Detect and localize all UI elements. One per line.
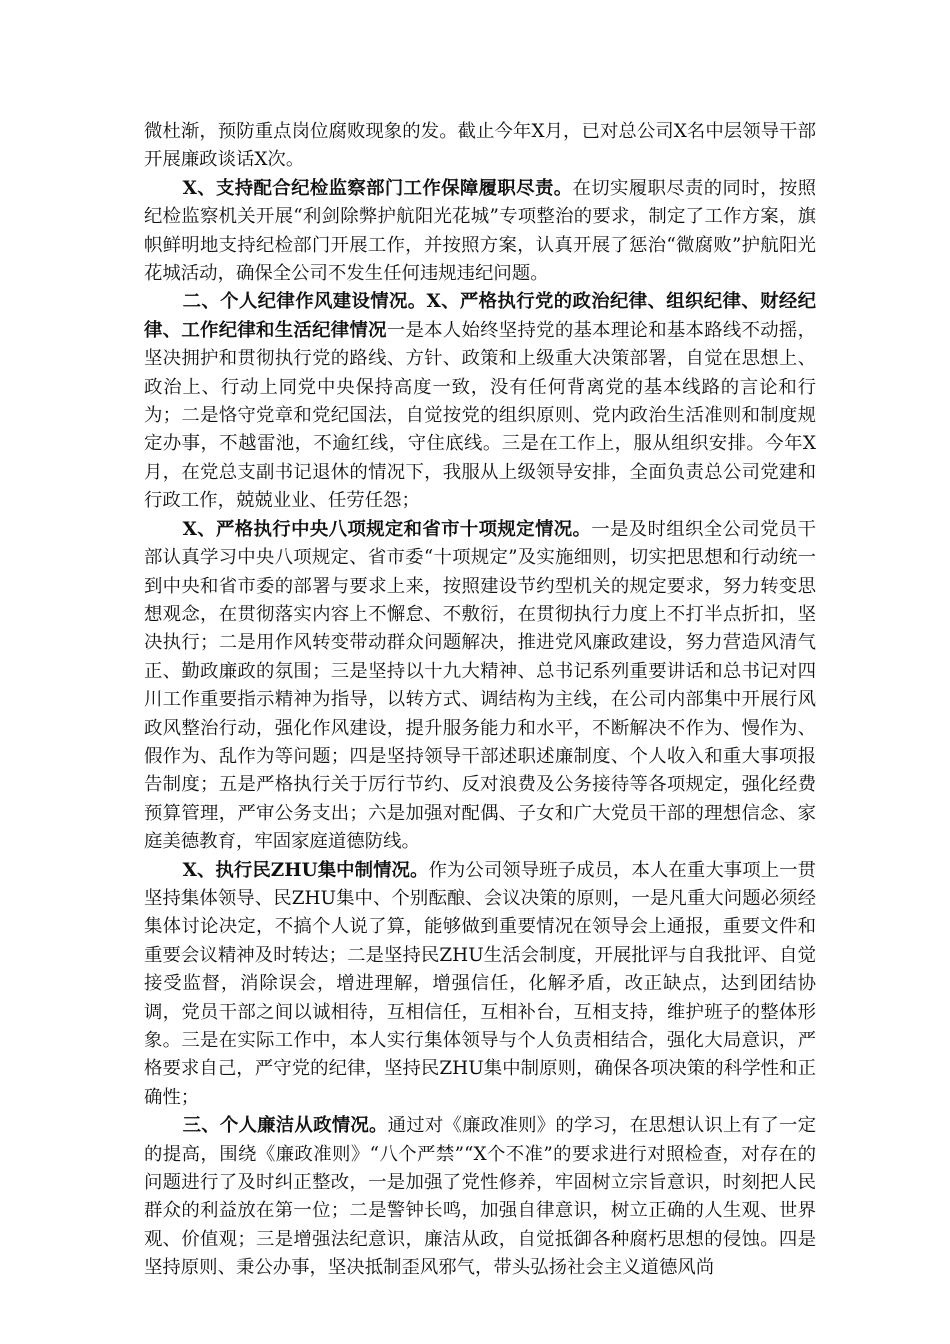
- paragraph-lead: X、严格执行中央八项规定和省市十项规定情况。: [182, 518, 592, 540]
- paragraph-body: 一是及时组织全公司党员干部认真学习中央八项规定、省市委“十项规定”及实施细则，切实把思想和行动统一到中央和省市委的部署与要求上来，按照建设节约型机关的规定要求，努力转变思想观念，在贯彻落实内容上不懈怠、不敷衍，在贯彻执行力度上不打半点折扣，坚决执行；二是用作风转变带动群众问题解决，推进党风廉政建设，努力营造风清气正、勤政廉政的氛围；三是坚持以十九大精神、总书记系列重要讲话和总书记对四川工作重要指示精神为指导，以转方式、调结构为主线，在公司内部集中开展行风政风整治行动，强化作风建设，提升服务能力和水平，不断解决不作为、慢作为、假作为、乱作为等问题；四是坚持领导干部述职述廉制度、个人收入和重大事项报告制度；五是严格执行关于厉行节约、反对浪费及公务接待等各项规定，强化经费预算管理，严审公务支出；六是加强对配偶、子女和广大党员干部的理想信念、家庭美德教育，牢固家庭道德防线。: [144, 518, 816, 853]
- document-page: [144, 118, 816, 1283]
- paragraph-body: 通过对《廉政准则》的学习，在思想认识上有了一定的提高，围绕《廉政准则》“八个严禁”“X个不准”的要求进行对照检查，对存在的问题进行了及时纠正整改，一是加强了党性修养，牢固树立宗旨意识，时刻把人民群众的利益放在第一位；二是警钟长鸣，加强自律意识，树立正确的人生观、世界观、价值观；三是增强法纪意识，廉洁从政，自觉抵御各种腐朽思想的侵蚀。四是坚持原则、秉公办事，坚决抵制歪风邪气，带头弘扬社会主义道德风尚: [144, 1115, 816, 1279]
- paragraph-body: 在切实履职尽责的同时，按照纪检监察机关开展“利剑除弊护航阳光花城”专项整治的要求，制定了工作方案，旗帜鲜明地支持纪检部门开展工作，并按照方案，认真开展了惩治“微腐败”护航阳光花城活动，确保全公司不发生任何违规违纪问题。: [144, 177, 816, 285]
- paragraph-lead: X、支持配合纪检监察部门工作保障履职尽责。: [182, 177, 573, 199]
- paragraph-democratic-centralism: [144, 857, 816, 1113]
- paragraph-body: 作为公司领导班子成员，本人在重大事项上一贯坚持集体领导、民ZHU集中、个别酝酿、会议决策的原则，一是凡重大问题必须经集体讨论决定，不搞个人说了算，能够做到重要情况在领导会上通报，重要文件和重要会议精神及时转达；二是坚持民ZHU生活会制度，开展批评与自我批评、自觉接受监督，消除误会，增进理解，增强信任，化解矛盾，改正缺点，达到团结协调，党员干部之间以诚相待，互相信任，互相补台，互相支持，维护班子的整体形象。三是在实际工作中，本人实行集体领导与个人负责相结合，强化大局意识，严格要求自己，严守党的纪律，坚持民ZHU集中制原则，确保各项决策的科学性和正确性；: [144, 859, 816, 1108]
- paragraph-continuation: [144, 118, 816, 175]
- paragraph-body: 微杜渐，预防重点岗位腐败现象的发。截止今年X月，已对总公司X名中层领导干部开展廉政谈话X次。: [144, 121, 816, 171]
- paragraph-body: 一是本人始终坚持党的基本理论和基本路线不动摇，坚决拥护和贯彻执行党的路线、方针、政策和上级重大决策部署，自觉在思想上、政治上、行动上同党中央保持高度一致，没有任何背离党的基本线路的言论和行为；二是恪守党章和党纪国法，自觉按党的组织原则、党内政治生活准则和制度规定办事，不越雷池，不逾红线，守住底线。三是在工作上，服从组织安排。今年X月，在党总支副书记退休的情况下，我服从上级领导安排，全面负责总公司党建和行政工作，兢兢业业、任劳任怨；: [144, 319, 816, 512]
- paragraph-lead: 三、个人廉洁从政情况。: [182, 1115, 388, 1137]
- paragraph-personal-discipline: [144, 288, 816, 515]
- paragraph-eight-rules: [144, 516, 816, 857]
- paragraph-lead: 二、个人纪律作风建设情况。X、严格执行党的政治纪律、组织纪律、财经纪律、工作纪律和生活纪律情况: [144, 291, 816, 341]
- paragraph-lead: X、执行民ZHU集中制情况。: [182, 859, 429, 881]
- paragraph-support-discipline: [144, 175, 816, 289]
- paragraph-clean-governance: [144, 1112, 816, 1282]
